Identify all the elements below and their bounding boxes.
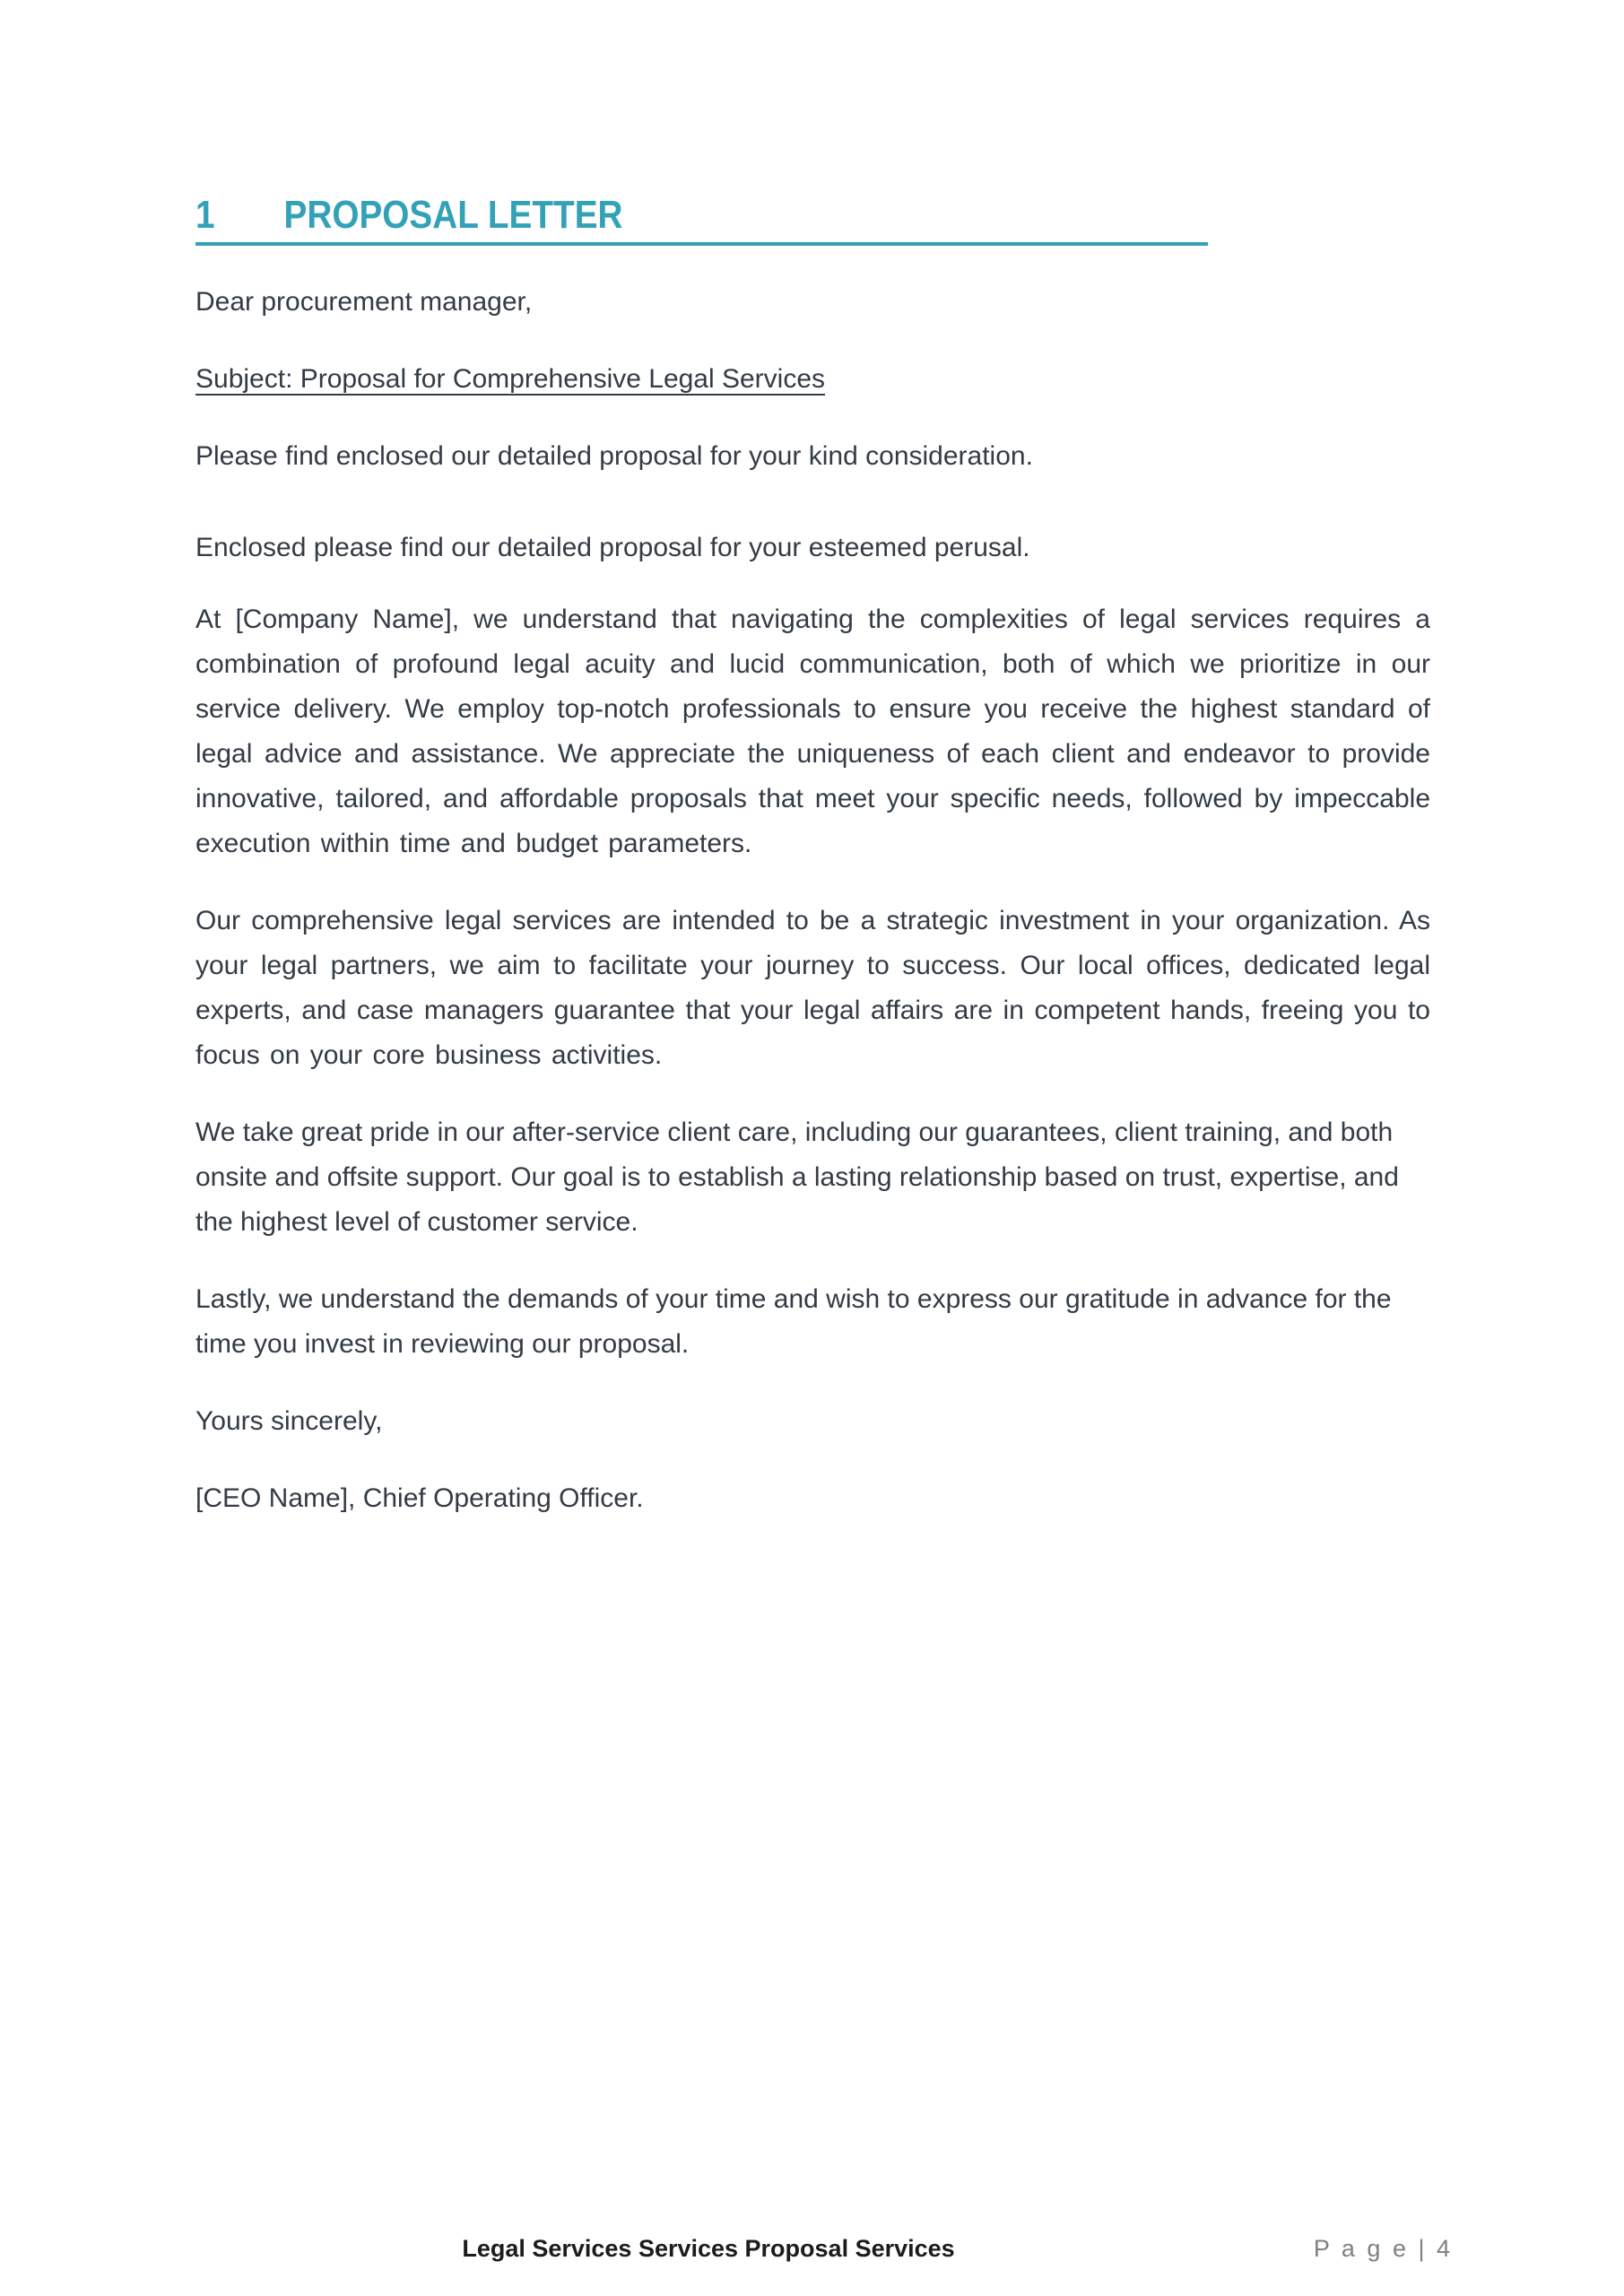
letter-paragraph-company: At [Company Name], we understand that navigating the complexities of legal services requires a combination of profound legal acuity and lucid communication, both of which we prioritize in our service delivery. We employ top-notch professionals to ensure you receive the highest standard of legal advice and assistance. We appreciate the uniqueness of each client and endeavor to provide innovative, tailored, and affordable proposals that meet your specific needs, followed by impeccable execution within time and budget parameters. [195, 604, 1430, 858]
signature: [CEO Name], Chief Operating Officer. [195, 1483, 644, 1513]
heading-title: PROPOSAL LETTER [283, 193, 623, 237]
closing: Yours sincerely, [195, 1406, 383, 1436]
salutation: Dear procurement manager, [195, 287, 533, 317]
footer-document-title: Legal Services Services Proposal Services [462, 2235, 955, 2262]
letter-paragraph-client-care: We take great pride in our after-service client care, including our guarantees, client training, and both onsite and offsite support. Our goal is to establish a lasting relationship based on trust, expertise, and the highest level of customer service. [195, 1118, 1399, 1237]
heading-number: 1 [195, 193, 215, 237]
letter-body [195, 193, 1430, 1521]
letter-paragraph-gratitude: Lastly, we understand the demands of your time and wish to express our gratitude in advance for the time you invest in reviewing our proposal. [195, 1284, 1392, 1359]
letter-paragraph-services: Our comprehensive legal services are intended to be a strategic investment in your organization. As your legal partners, we aim to facilitate your journey to success. Our local offices, dedicated legal experts, and case managers guarantee that your legal affairs are in competent hands, freeing you to focus on your core business activities. [195, 906, 1430, 1070]
footer [0, 2235, 1624, 2271]
section-heading-text [195, 193, 623, 237]
section-heading [195, 193, 1208, 246]
footer-page-number: P a g e | 4 [1313, 2235, 1453, 2262]
letter-paragraph-enclosed-2: Enclosed please find our detailed proposal for your esteemed perusal. [195, 533, 1030, 562]
letter-paragraph-enclosed-1: Please find enclosed our detailed proposal for your kind consideration. [195, 441, 1033, 471]
subject-line: Subject: Proposal for Comprehensive Legal Services [195, 364, 826, 394]
